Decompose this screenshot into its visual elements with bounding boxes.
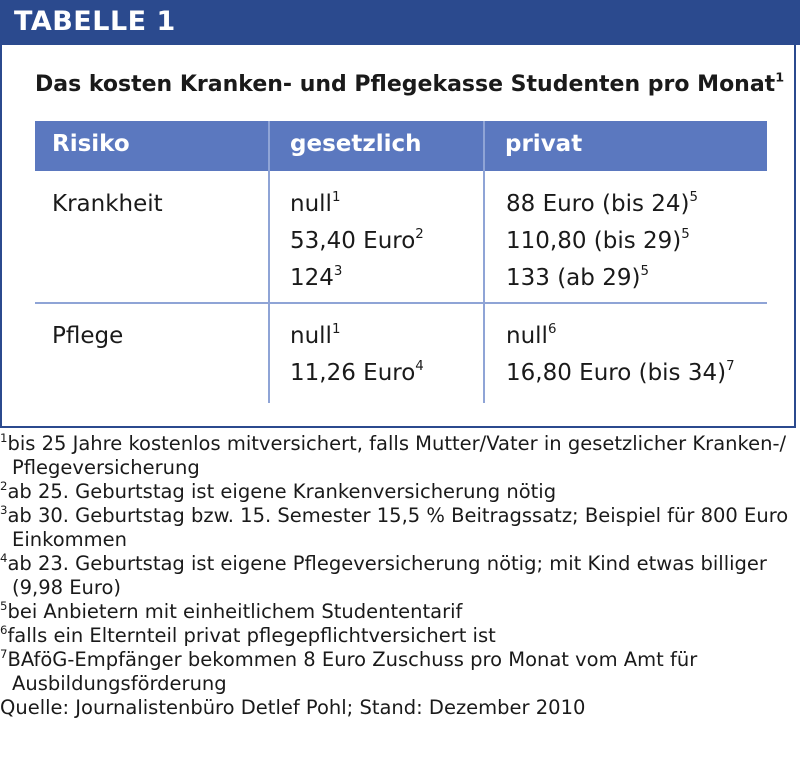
cell-line: 133 (ab 29)$^5$ [506,264,649,291]
table-header-row [35,121,767,171]
table-row-pflege-label: Pflege [52,323,124,349]
table-cell-krankheit-privat [506,186,698,297]
header-bar [0,0,800,45]
footnote-4: $^4$ab 23. Geburtstag ist eigene Pflegeversicherung nötig; mit Kind etwas billiger (9,98 Euro) [0,550,767,599]
cell-line: null$^1$ [290,190,341,217]
header-title: TABELLE 1 [14,6,176,37]
row-divider [35,302,767,304]
table-cell-pflege-gesetzlich [290,318,424,392]
cell-line: null$^6$ [506,322,557,349]
cell-line: 53,40 Euro$^2$ [290,227,424,254]
table-cell-pflege-privat [506,318,735,392]
table-row-krankheit-label: Krankheit [52,191,163,217]
cell-line: null$^1$ [290,322,341,349]
cell-line: 11,26 Euro$^4$ [290,359,424,386]
footnote-5: $^5$bei Anbietern mit einheitlichem Studententarif [0,598,463,623]
column-header-gesetzlich: gesetzlich [290,131,422,157]
column-header-risiko: Risiko [52,131,130,157]
footnote-2: $^2$ab 25. Geburtstag ist eigene Krankenversicherung nötig [0,478,557,503]
footnotes [0,432,800,720]
footnote-7: $^7$BAföG-Empfänger bekommen 8 Euro Zuschuss pro Monat vom Amt für Ausbildungsförderung [0,646,698,695]
cell-line: $124^3$ [290,264,343,291]
column-divider-2 [483,121,485,403]
column-divider-1 [268,121,270,403]
footnote-3: $^3$ab 30. Geburtstag bzw. 15. Semester 15,5 % Beitragssatz; Beispiel für 800 Euro Einkommen [0,502,789,551]
footnote-1: $^1$bis 25 Jahre kostenlos mitversichert, falls Mutter/Vater in gesetzlicher Kranken-/ Pflegeversicherung [0,430,787,479]
column-header-privat: privat [505,131,583,157]
cell-line: 16,80 Euro (bis 34)$^7$ [506,359,735,386]
cell-line: 88 Euro (bis 24)$^5$ [506,190,699,217]
table-subtitle: Das kosten Kranken- und Pflegekasse Studenten pro Monat$^1$ [35,70,785,97]
table-cell-krankheit-gesetzlich [290,186,424,297]
cell-line: 110,80 (bis 29)$^5$ [506,227,690,254]
footnote-6: $^6$falls ein Elternteil privat pflegepflichtversichert ist [0,622,496,647]
source-line: Quelle: Journalistenbüro Detlef Pohl; Stand: Dezember 2010 [0,696,586,719]
